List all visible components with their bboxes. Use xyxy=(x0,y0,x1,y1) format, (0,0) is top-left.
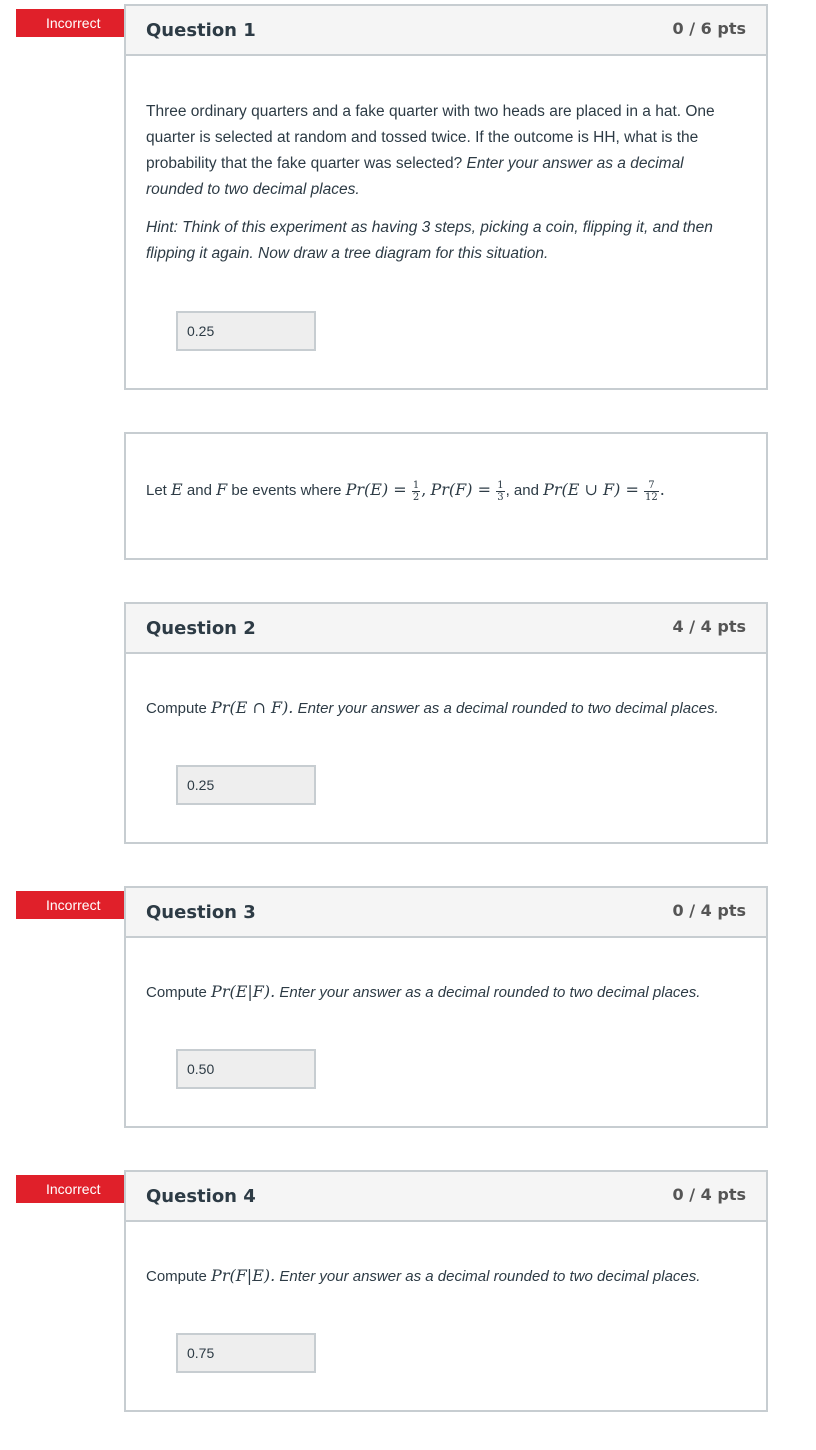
incorrect-badge: Incorrect xyxy=(16,891,124,919)
pr-e-union-f-expr: Pr(E ∪ F) = xyxy=(543,480,639,499)
question-4-card xyxy=(124,1170,768,1412)
symbol-e: E xyxy=(171,480,183,499)
fraction-numerator: 7 xyxy=(644,480,659,492)
question-instruction: Enter your answer as a decimal rounded to two decimal places. xyxy=(146,155,684,198)
comma: , xyxy=(421,480,427,499)
question-title: Question 4 xyxy=(146,1186,256,1207)
incorrect-badge: Incorrect xyxy=(16,1175,124,1203)
question-instruction: Enter your answer as a decimal rounded to two decimal places. xyxy=(279,984,701,1001)
answer-field[interactable]: 0.25 xyxy=(176,765,316,805)
fraction-half xyxy=(412,480,420,503)
question-header xyxy=(126,604,766,654)
question-header xyxy=(126,6,766,56)
question-title: Question 2 xyxy=(146,618,256,639)
question-text xyxy=(146,979,744,1006)
question-1-card xyxy=(124,4,768,390)
question-points: 4 / 4 pts xyxy=(672,617,746,636)
text-be-events-where: be events where xyxy=(231,482,342,499)
math-expression: Pr(E ∩ F). xyxy=(211,698,294,717)
question-text xyxy=(146,1263,744,1290)
pr-e-expr: Pr(E) = xyxy=(345,480,407,499)
answer-field[interactable]: 0.75 xyxy=(176,1333,316,1373)
math-expression: Pr(E|F). xyxy=(211,982,276,1001)
fraction-numerator: 1 xyxy=(412,479,420,491)
fraction-denominator: 3 xyxy=(497,491,504,503)
text-compute: Compute xyxy=(146,984,207,1001)
shared-info-card xyxy=(124,432,768,560)
question-text xyxy=(146,99,744,203)
question-header xyxy=(126,888,766,938)
question-3-card xyxy=(124,886,768,1128)
question-instruction: Enter your answer as a decimal rounded to two decimal places. xyxy=(279,1268,701,1285)
question-title: Question 1 xyxy=(146,20,256,41)
text-let: Let xyxy=(146,482,167,499)
fraction-numerator: 1 xyxy=(497,479,504,491)
question-header xyxy=(126,1172,766,1222)
answer-field[interactable]: 0.25 xyxy=(176,311,316,351)
events-definition xyxy=(146,477,744,504)
text-compute: Compute xyxy=(146,1268,207,1285)
period: . xyxy=(659,480,665,499)
question-instruction: Enter your answer as a decimal rounded to two decimal places. xyxy=(297,700,719,717)
pr-f-expr: Pr(F) = xyxy=(430,480,492,499)
hint-text: Hint: Think of this experiment as having 3 steps, picking a coin, flipping it, and then flipping it again. Now draw a tree diagram for this situation. xyxy=(146,219,713,262)
answer-field[interactable]: 0.50 xyxy=(176,1049,316,1089)
question-title: Question 3 xyxy=(146,902,256,923)
question-points: 0 / 4 pts xyxy=(672,901,746,920)
fraction-seven-twelfths xyxy=(644,480,659,503)
question-text-plain: Three ordinary quarters and a fake quarter with two heads are placed in a hat. One quarter is selected at random and tossed twice. If the outcome is HH, what is the probability that the fake quarter was selected? xyxy=(146,103,715,172)
question-text xyxy=(146,695,744,722)
question-points: 0 / 4 pts xyxy=(672,1185,746,1204)
symbol-f: F xyxy=(216,480,228,499)
question-hint xyxy=(146,215,744,267)
question-2-card xyxy=(124,602,768,844)
text-compute: Compute xyxy=(146,700,207,717)
text-comma-and: , and xyxy=(505,482,539,499)
fraction-denominator: 12 xyxy=(645,491,658,503)
math-expression: Pr(F|E). xyxy=(211,1266,276,1285)
text-and: and xyxy=(186,482,212,499)
fraction-third xyxy=(496,480,504,503)
incorrect-badge: Incorrect xyxy=(16,9,124,37)
fraction-denominator: 2 xyxy=(412,491,420,503)
question-points: 0 / 6 pts xyxy=(672,19,746,38)
